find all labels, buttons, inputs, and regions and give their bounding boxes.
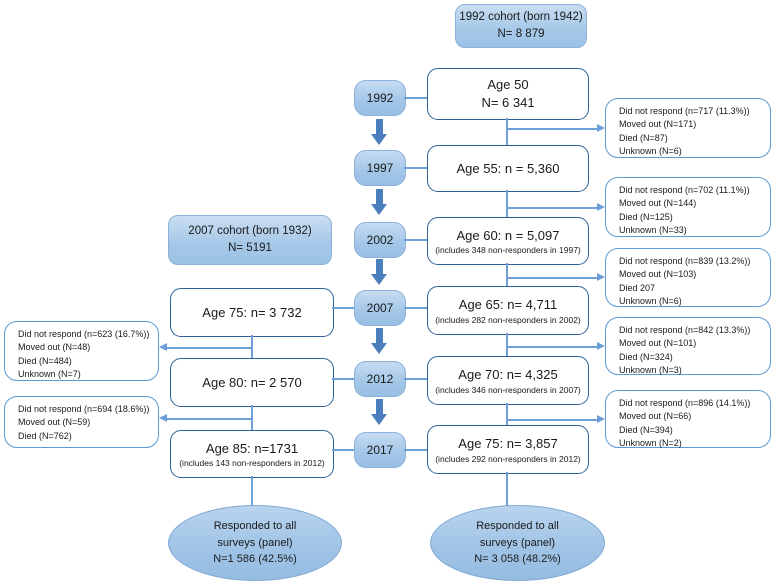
age-box-note: (includes 292 non-responders in 2012) — [435, 453, 581, 464]
age-box-note: (includes 143 non-responders in 2012) — [179, 458, 325, 469]
connector-line — [404, 239, 427, 241]
panel-ellipse-1992-cohort — [430, 505, 605, 581]
connector-line — [507, 207, 597, 209]
connector-line — [506, 263, 508, 286]
cohort-2007-box — [168, 215, 332, 265]
year-label: 2002 — [366, 233, 394, 247]
dropout-line: Moved out (N=103) — [619, 269, 697, 280]
arrow-right-icon — [597, 342, 605, 350]
connector-line — [506, 472, 508, 506]
age-box-note: (includes 282 non-responders in 2002) — [435, 314, 581, 325]
arrow-left-icon — [159, 343, 167, 351]
age-box-main: Age 65: n= 4,711 — [458, 297, 558, 313]
dropout-line: Died (N=762) — [18, 430, 72, 441]
connector-line — [506, 118, 508, 145]
dropout-line: Moved out (N=101) — [619, 338, 697, 349]
year-node-2017 — [354, 432, 406, 468]
connector-line — [251, 476, 253, 506]
age-box-main: Age 80: n= 2 570 — [202, 374, 302, 390]
connector-line — [507, 277, 597, 279]
cohort-1992-box — [455, 4, 587, 48]
age-box-75-right — [427, 425, 589, 474]
dropout-line: Moved out (N=144) — [619, 198, 697, 209]
dropout-line: Did not respond (n=717 (11.3%)) — [619, 106, 750, 116]
year-label: 2007 — [366, 301, 394, 315]
age-box-65 — [427, 286, 589, 335]
age-box-main: Age 55: n = 5,360 — [456, 160, 560, 176]
age-box-n: N= 6 341 — [481, 95, 535, 110]
dropout-box-2007-2012 — [605, 317, 771, 375]
dropout-line: Did not respond (n=694 (18.6%)) — [18, 404, 150, 414]
age-box-60 — [427, 217, 589, 265]
dropout-line: Did not respond (n=842 (13.3%)) — [619, 325, 751, 335]
dropout-line: Unknown (N=33) — [619, 224, 687, 235]
dropout-line: Did not respond (n=896 (14.1%)) — [619, 398, 751, 408]
dropout-line: Moved out (N=171) — [619, 119, 697, 130]
dropout-box-1997-2002 — [605, 177, 771, 237]
cohort-1992-title: 1992 cohort (born 1942) — [459, 11, 583, 24]
arrow-right-icon — [597, 273, 605, 281]
arrow-left-icon — [159, 414, 167, 422]
age-box-note: (includes 348 non-responders in 1997) — [435, 245, 581, 256]
connector-line — [404, 307, 427, 309]
cohort-2007-n: N= 5191 — [228, 242, 272, 254]
dropout-box-2007-2012-left — [4, 321, 159, 381]
year-label: 2017 — [366, 443, 394, 457]
age-box-80 — [170, 358, 334, 407]
panel-line: surveys (panel) — [217, 536, 293, 549]
dropout-line: Did not respond (n=623 (16.7%)) — [18, 329, 150, 339]
arrow-right-icon — [597, 203, 605, 211]
connector-line — [332, 378, 354, 380]
connector-line — [404, 167, 427, 169]
age-box-50 — [427, 68, 589, 120]
connector-line — [332, 449, 354, 451]
timeline-down-arrow-icon — [371, 119, 387, 145]
connector-line — [404, 97, 427, 99]
dropout-line: Died (N=324) — [619, 351, 673, 362]
dropout-line: Died (N=87) — [619, 132, 668, 143]
dropout-line: Died (N=484) — [18, 355, 72, 366]
panel-line: surveys (panel) — [479, 536, 556, 549]
connector-line — [167, 347, 251, 349]
connector-line — [332, 307, 354, 309]
arrow-right-icon — [597, 124, 605, 132]
dropout-line: Died 207 — [619, 282, 656, 293]
dropout-line: Unknown (N=3) — [619, 364, 682, 375]
dropout-line: Unknown (N=7) — [18, 368, 81, 379]
year-node-2012 — [354, 361, 406, 397]
connector-line — [404, 449, 427, 451]
dropout-box-2012-2017-left — [4, 396, 159, 448]
age-box-70 — [427, 356, 589, 405]
dropout-box-1992-1997 — [605, 98, 771, 158]
age-box-main: Age 85: n=1731 — [205, 440, 299, 456]
year-node-2007 — [354, 290, 406, 326]
dropout-line: Moved out (N=48) — [18, 342, 91, 353]
dropout-line: Moved out (N=66) — [619, 411, 692, 422]
arrow-right-icon — [597, 415, 605, 423]
panel-line: N= 3 058 (48.2%) — [474, 553, 561, 566]
panel-line: Responded to all — [476, 520, 559, 533]
connector-line — [507, 419, 597, 421]
dropout-line: Died (N=394) — [619, 424, 673, 435]
dropout-line: Died (N=125) — [619, 211, 673, 222]
year-label: 1992 — [366, 91, 394, 105]
age-box-75-left — [170, 288, 334, 337]
timeline-down-arrow-icon — [371, 189, 387, 215]
age-box-note: (includes 346 non-responders in 2007) — [435, 384, 581, 395]
connector-line — [404, 378, 427, 380]
year-node-2002 — [354, 222, 406, 258]
dropout-line: Moved out (N=59) — [18, 417, 91, 428]
connector-line — [507, 346, 597, 348]
connector-line — [167, 418, 251, 420]
age-box-main: Age 50 — [487, 77, 529, 93]
year-node-1997 — [354, 150, 406, 186]
age-box-main: Age 75: n= 3,857 — [458, 436, 558, 452]
panel-ellipse-2007-cohort — [168, 505, 342, 581]
age-box-main: Age 70: n= 4,325 — [458, 367, 558, 383]
connector-line — [251, 405, 253, 430]
panel-line: Responded to all — [213, 520, 297, 533]
panel-line: N=1 586 (42.5%) — [213, 553, 297, 566]
age-box-55 — [427, 145, 589, 192]
cohort-2007-title: 2007 cohort (born 1932) — [188, 225, 312, 238]
dropout-line: Unknown (N=2) — [619, 437, 682, 448]
dropout-line: Did not respond (n=702 (11.1%)) — [619, 185, 750, 195]
timeline-down-arrow-icon — [371, 399, 387, 425]
timeline-down-arrow-icon — [371, 259, 387, 285]
dropout-line: Unknown (N=6) — [619, 145, 682, 156]
year-node-1992 — [354, 80, 406, 116]
dropout-box-2012-2017 — [605, 390, 771, 448]
connector-line — [506, 403, 508, 425]
connector-line — [251, 335, 253, 358]
dropout-line: Unknown (N=6) — [619, 295, 682, 306]
timeline-down-arrow-icon — [371, 328, 387, 354]
connector-line — [506, 333, 508, 356]
connector-line — [507, 128, 597, 130]
age-box-85 — [170, 430, 334, 478]
age-box-main: Age 75: n= 3 732 — [202, 304, 302, 320]
dropout-line: Did not respond (n=839 (13.2%)) — [619, 256, 751, 266]
year-label: 1997 — [366, 161, 394, 175]
connector-line — [506, 190, 508, 217]
age-box-main: Age 60: n = 5,097 — [456, 227, 560, 243]
dropout-box-2002-2007 — [605, 248, 771, 307]
cohort-1992-n: N= 8 879 — [497, 28, 545, 40]
year-label: 2012 — [366, 372, 394, 386]
